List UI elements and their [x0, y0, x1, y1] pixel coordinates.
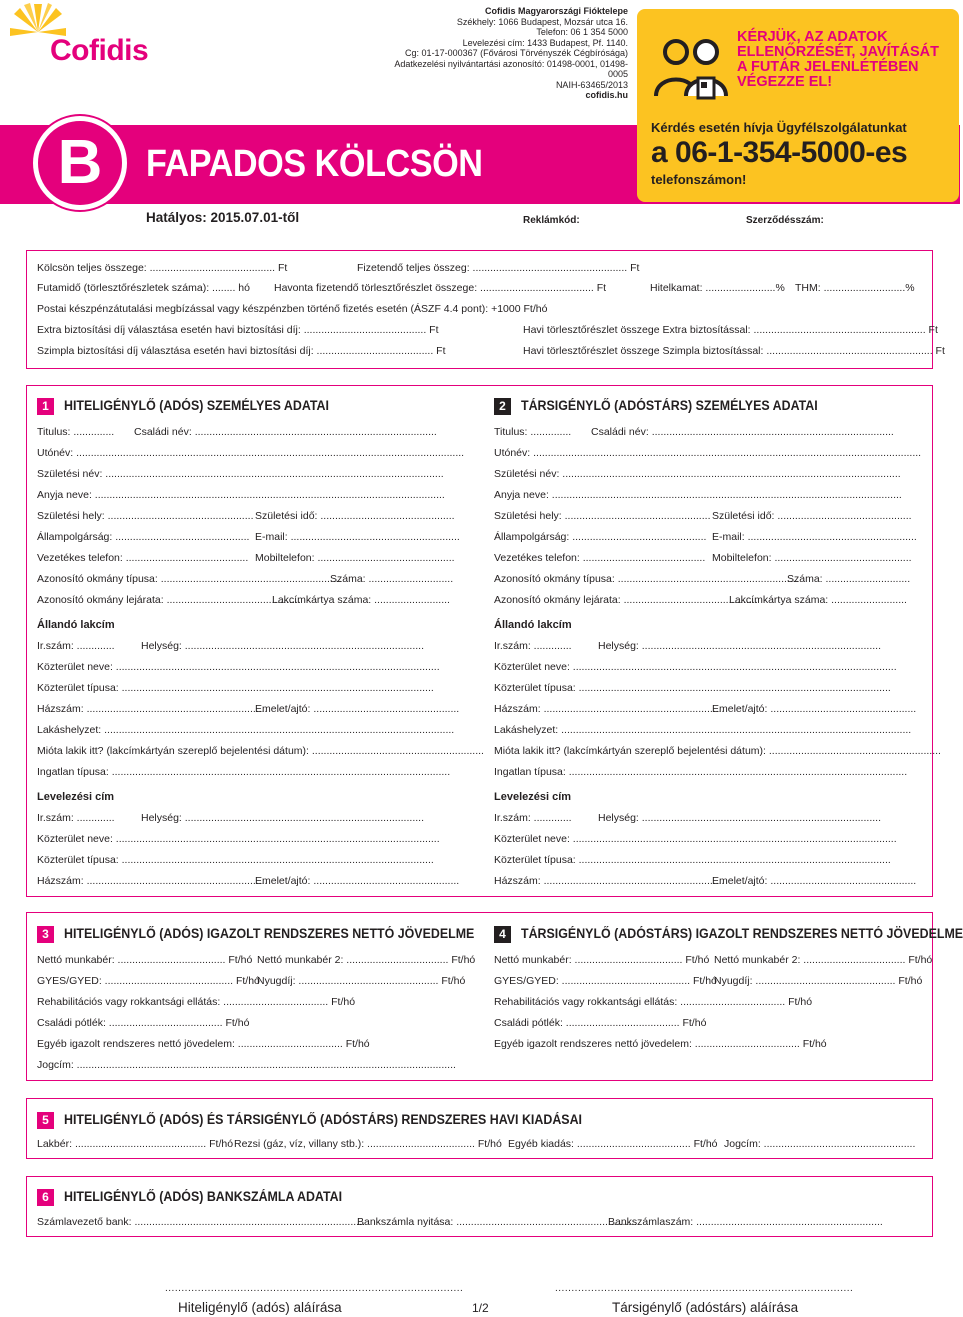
s4-net-salary-field[interactable]: Nettó munkabér: ..................................... Ft/hó: [494, 954, 710, 966]
s1-birth-name-field[interactable]: Születési név: ....................................................................................................................: [37, 468, 444, 480]
loan-total-field[interactable]: Kölcsön teljes összege: ........................................... Ft: [37, 262, 288, 274]
s1-residence-since-field[interactable]: Mióta lakik itt? (lakcímkártyán szereplő bejelentési dátum): ...........................................................: [37, 745, 484, 757]
s2-citizenship-field[interactable]: Állampolgárság: ..............................................: [494, 531, 707, 543]
s2-mail-house-number-field[interactable]: Házszám: ..............................................................: [494, 875, 725, 887]
form-letter: B: [57, 128, 103, 197]
monthly-installment-field[interactable]: Havonta fizetendő törlesztőrészlet összege: ....................................... Ft: [274, 282, 607, 294]
s1-street-type-field[interactable]: Közterület típusa: ...........................................................................................................: [37, 682, 434, 694]
s2-titulus-field[interactable]: Titulus: ..............: [494, 426, 572, 438]
s6-account-number-field[interactable]: Bankszámlaszám: ................................................................: [608, 1216, 883, 1228]
notice-warning: KÉRJÜK, AZ ADATOK ELLENŐRZÉSÉT, JAVÍTÁSÁT A FUTÁR JELENLÉTÉBEN VÉGEZZE EL!: [737, 29, 939, 90]
company-naih: NAIH-63465/2013: [555, 79, 628, 90]
s1-mail-city-field[interactable]: Helység: ..................................................................................: [141, 812, 424, 824]
s2-mail-street-type-field[interactable]: Közterület típusa: ...........................................................................................................: [494, 854, 891, 866]
s4-gyes-field[interactable]: GYES/GYED: ............................................ Ft/hó: [494, 975, 717, 987]
s1-birth-place-field[interactable]: Születési hely: ..................................................: [37, 510, 254, 522]
section-5-number: 5: [37, 1112, 54, 1129]
s5-legal-title-field[interactable]: Jogcím: ....................................................: [724, 1138, 916, 1150]
s2-city-field[interactable]: Helység: ..................................................................................: [598, 640, 881, 652]
s3-family-allowance-field[interactable]: Családi pótlék: ....................................... Ft/hó: [37, 1017, 250, 1029]
s3-legal-title-field[interactable]: Jogcím: ..................................................................................................................................: [37, 1059, 456, 1071]
section-1-title: HITELIGÉNYLŐ (ADÓS) SZEMÉLYES ADATAI: [64, 398, 329, 413]
s2-street-type-field[interactable]: Közterület típusa: ...........................................................................................................: [494, 682, 891, 694]
s1-landline-field[interactable]: Vezetékes telefon: ..........................................: [37, 552, 249, 564]
interest-rate-field[interactable]: Hitelkamat: ........................%: [650, 282, 785, 294]
company-address: Székhely: 1066 Budapest, Mozsár utca 16.: [456, 16, 628, 27]
s1-mailing-address-heading: Levelezési cím: [37, 791, 115, 803]
form-title: FAPADOS KÖLCSÖN: [146, 143, 483, 185]
thm-field[interactable]: THM: ............................%: [795, 282, 915, 294]
s1-titulus-field[interactable]: Titulus: ..............: [37, 426, 115, 438]
s2-mail-street-name-field[interactable]: Közterület neve: ...............................................................................................................: [494, 833, 897, 845]
section-2-title: TÁRSIGÉNYLŐ (ADÓSTÁRS) SZEMÉLYES ADATAI: [521, 398, 818, 413]
s1-mail-house-number-field[interactable]: Házszám: ..............................................................: [37, 875, 268, 887]
s6-bank-field[interactable]: Számlavezető bank: ...............................................................................: [37, 1216, 365, 1228]
s2-property-type-field[interactable]: Ingatlan típusa: ....................................................................................................................: [494, 766, 908, 778]
s2-mail-zip-field[interactable]: Ir.szám: .............: [494, 812, 572, 824]
company-registry: Cg: 01-17-000367 (Fővárosi Törvényszék Cégbírósága): [405, 48, 628, 58]
s1-id-type-field[interactable]: Azonosító okmány típusa: ..............................................................: [37, 573, 342, 585]
s3-gyes-field[interactable]: GYES/GYED: ............................................ Ft/hó: [37, 975, 260, 987]
s1-id-expiry-field[interactable]: Azonosító okmány lejárata: ..............................................: [37, 594, 301, 606]
postal-payment-note: Postai készpénzátutalási megbízással vagy készpénzben történő fizetés esetén (ÁSZF 4.4 pont): +1000 Ft/hó: [37, 303, 548, 315]
notice-phone: a 06-1-354-5000-es: [651, 136, 908, 169]
company-data-id: Adatkezelési nyilvántartási azonosító: 01498-0001, 01498-0005: [394, 58, 628, 79]
s1-email-field[interactable]: E-mail: ..........................................................: [255, 531, 460, 543]
page-number: 1/2: [472, 1301, 489, 1315]
s1-mother-name-field[interactable]: Anyja neve: ........................................................................................................................: [37, 489, 445, 501]
section-2-number: 2: [494, 398, 511, 415]
s2-mail-city-field[interactable]: Helység: ..................................................................................: [598, 812, 881, 824]
s1-id-number-field[interactable]: Száma: .............................: [330, 573, 454, 585]
s3-rehab-field[interactable]: Rehabilitációs vagy rokkantsági ellátás: .................................... Ft/hó: [37, 996, 356, 1008]
company-name: Cofidis Magyarországi Fióktelepe: [484, 6, 628, 16]
codebtor-signature-label: Társigénylő (adóstárs) aláírása: [612, 1300, 799, 1315]
notice-suffix: telefonszámon!: [651, 172, 747, 187]
section-4-number: 4: [494, 926, 511, 943]
s1-mobile-field[interactable]: Mobiltelefon: ...............................................: [255, 552, 455, 564]
cofidis-logo: Cofidis: [50, 34, 149, 67]
s2-mother-name-field[interactable]: Anyja neve: ........................................................................................................................: [494, 489, 902, 501]
s3-net-salary-2-field[interactable]: Nettó munkabér 2: ................................... Ft/hó: [257, 954, 476, 966]
s1-house-number-field[interactable]: Házszám: ..............................................................: [37, 703, 268, 715]
s3-other-income-field[interactable]: Egyéb igazolt rendszeres nettó jövedelem: .................................... Ft/hó: [37, 1038, 370, 1050]
s2-birth-name-field[interactable]: Születési név: ....................................................................................................................: [494, 468, 901, 480]
reklamkod-field[interactable]: Reklámkód:: [523, 215, 580, 226]
section-1-number: 1: [37, 398, 54, 415]
s2-mobile-field[interactable]: Mobiltelefon: ...............................................: [712, 552, 912, 564]
s1-zip-field[interactable]: Ir.szám: .............: [37, 640, 115, 652]
s4-net-salary-2-field[interactable]: Nettó munkabér 2: ................................... Ft/hó: [714, 954, 933, 966]
extra-insurance-fee-field[interactable]: Extra biztosítási díj választása esetén havi biztosítási díj: .......................................... Ft: [37, 324, 439, 336]
szerzodesszam-field[interactable]: Szerződésszám:: [746, 215, 824, 226]
s1-street-name-field[interactable]: Közterület neve: ...............................................................................................................: [37, 661, 440, 673]
section-6-title: HITELIGÉNYLŐ (ADÓS) BANKSZÁMLA ADATAI: [64, 1189, 343, 1204]
s1-mail-street-name-field[interactable]: Közterület neve: ...............................................................................................................: [37, 833, 440, 845]
s1-permanent-address-heading: Állandó lakcím: [37, 619, 115, 631]
s1-first-name-field[interactable]: Utónév: .....................................................................................................................................: [37, 447, 465, 459]
s2-mailing-address-heading: Levelezési cím: [494, 791, 572, 803]
s4-family-allowance-field[interactable]: Családi pótlék: ....................................... Ft/hó: [494, 1017, 707, 1029]
codebtor-signature-line[interactable]: ...........................................................................................: [555, 1283, 854, 1294]
s2-housing-situation-field[interactable]: Lakáshelyzet: ........................................................................................................................: [494, 724, 912, 736]
valid-from: Hatályos: 2015.07.01-től: [146, 210, 300, 225]
section-3-title: HITELIGÉNYLŐ (ADÓS) IGAZOLT RENDSZERES NETTÓ JÖVEDELME: [64, 926, 475, 941]
s1-city-field[interactable]: Helység: ..................................................................................: [141, 640, 424, 652]
s2-family-name-field[interactable]: Családi név: ...................................................................................: [591, 426, 894, 438]
s1-address-card-field[interactable]: Lakcímkártya száma: ..........................: [272, 594, 450, 606]
company-info: [392, 6, 628, 101]
simple-insurance-fee-field[interactable]: Szimpla biztosítási díj választása esetén havi biztosítási díj: ........................................ Ft: [37, 345, 446, 357]
debtor-signature-label: Hiteligénylő (adós) aláírása: [178, 1300, 342, 1315]
debtor-signature-line[interactable]: ...........................................................................................: [165, 1283, 464, 1294]
s2-address-card-field[interactable]: Lakcímkártya száma: ..........................: [729, 594, 907, 606]
s2-birth-date-field[interactable]: Születési idő: ..............................................: [712, 510, 912, 522]
notice-question: Kérdés esetén hívja Ügyfélszolgálatunkat: [651, 120, 907, 135]
s6-account-opened-field[interactable]: Bankszámla nyitása: ..............................................................: [357, 1216, 638, 1228]
people-with-document-icon: [652, 36, 732, 100]
extra-insurance-installment-field[interactable]: Havi törlesztőrészlet összege Extra biztosítással: ........................................................... Ft: [523, 324, 938, 336]
s2-street-name-field[interactable]: Közterület neve: ...............................................................................................................: [494, 661, 897, 673]
s2-mail-floor-door-field[interactable]: Emelet/ajtó: ..................................................: [712, 875, 917, 887]
s2-zip-field[interactable]: Ir.szám: .............: [494, 640, 572, 652]
section-5-title: HITELIGÉNYLŐ (ADÓS) ÉS TÁRSIGÉNYLŐ (ADÓSTÁRS) RENDSZERES HAVI KIADÁSAI: [64, 1112, 583, 1127]
s2-id-number-field[interactable]: Száma: .............................: [787, 573, 911, 585]
s1-mail-street-type-field[interactable]: Közterület típusa: ...........................................................................................................: [37, 854, 434, 866]
s1-birth-date-field[interactable]: Születési idő: ..............................................: [255, 510, 455, 522]
s5-utilities-field[interactable]: Rezsi (gáz, víz, villany stb.): ..................................... Ft/hó: [234, 1138, 502, 1150]
s4-rehab-field[interactable]: Rehabilitációs vagy rokkantsági ellátás: .................................... Ft/hó: [494, 996, 813, 1008]
s1-mail-zip-field[interactable]: Ir.szám: .............: [37, 812, 115, 824]
s2-birth-place-field[interactable]: Születési hely: ..................................................: [494, 510, 711, 522]
total-payable-field[interactable]: Fizetendő teljes összeg: ..................................................... Ft: [357, 262, 640, 274]
s2-first-name-field[interactable]: Utónév: .....................................................................................................................................: [494, 447, 922, 459]
section-6-number: 6: [37, 1189, 54, 1206]
s1-floor-door-field[interactable]: Emelet/ajtó: ..................................................: [255, 703, 460, 715]
s4-other-income-field[interactable]: Egyéb igazolt rendszeres nettó jövedelem: .................................... Ft/hó: [494, 1038, 827, 1050]
s2-floor-door-field[interactable]: Emelet/ajtó: ..................................................: [712, 703, 917, 715]
term-field[interactable]: Futamidő (törlesztőrészletek száma): ........ hó: [37, 282, 250, 294]
company-website: cofidis.hu: [585, 90, 628, 100]
s2-id-expiry-field[interactable]: Azonosító okmány lejárata: ..............................................: [494, 594, 758, 606]
s1-property-type-field[interactable]: Ingatlan típusa: ....................................................................................................................: [37, 766, 451, 778]
s1-citizenship-field[interactable]: Állampolgárság: ..............................................: [37, 531, 250, 543]
s2-email-field[interactable]: E-mail: ..........................................................: [712, 531, 917, 543]
s1-mail-floor-door-field[interactable]: Emelet/ajtó: ..................................................: [255, 875, 460, 887]
simple-insurance-installment-field[interactable]: Havi törlesztőrészlet összege Szimpla biztosítással: ......................................................... Ft: [523, 345, 945, 357]
section-3-number: 3: [37, 926, 54, 943]
s4-pension-field[interactable]: Nyugdíj: ................................................ Ft/hó: [714, 975, 923, 987]
s2-residence-since-field[interactable]: Mióta lakik itt? (lakcímkártyán szereplő bejelentési dátum): ...........................................................: [494, 745, 941, 757]
s3-net-salary-field[interactable]: Nettó munkabér: ..................................... Ft/hó: [37, 954, 253, 966]
s3-pension-field[interactable]: Nyugdíj: ................................................ Ft/hó: [257, 975, 466, 987]
s2-permanent-address-heading: Állandó lakcím: [494, 619, 572, 631]
s5-other-expense-field[interactable]: Egyéb kiadás: ....................................... Ft/hó: [508, 1138, 718, 1150]
s1-family-name-field[interactable]: Családi név: ...................................................................................: [134, 426, 437, 438]
s1-housing-situation-field[interactable]: Lakáshelyzet: ........................................................................................................................: [37, 724, 455, 736]
s2-landline-field[interactable]: Vezetékes telefon: ..........................................: [494, 552, 706, 564]
section-4-title: TÁRSIGÉNYLŐ (ADÓSTÁRS) IGAZOLT RENDSZERES NETTÓ JÖVEDELME: [521, 926, 963, 941]
company-phone: Telefon: 06 1 354 5000: [536, 27, 628, 37]
s2-id-type-field[interactable]: Azonosító okmány típusa: ..............................................................: [494, 573, 799, 585]
s2-house-number-field[interactable]: Házszám: ..............................................................: [494, 703, 725, 715]
s5-rent-field[interactable]: Lakbér: ............................................. Ft/hó: [37, 1138, 234, 1150]
company-mail-address: Levelezési cím: 1433 Budapest, Pf. 1140.: [462, 37, 628, 48]
